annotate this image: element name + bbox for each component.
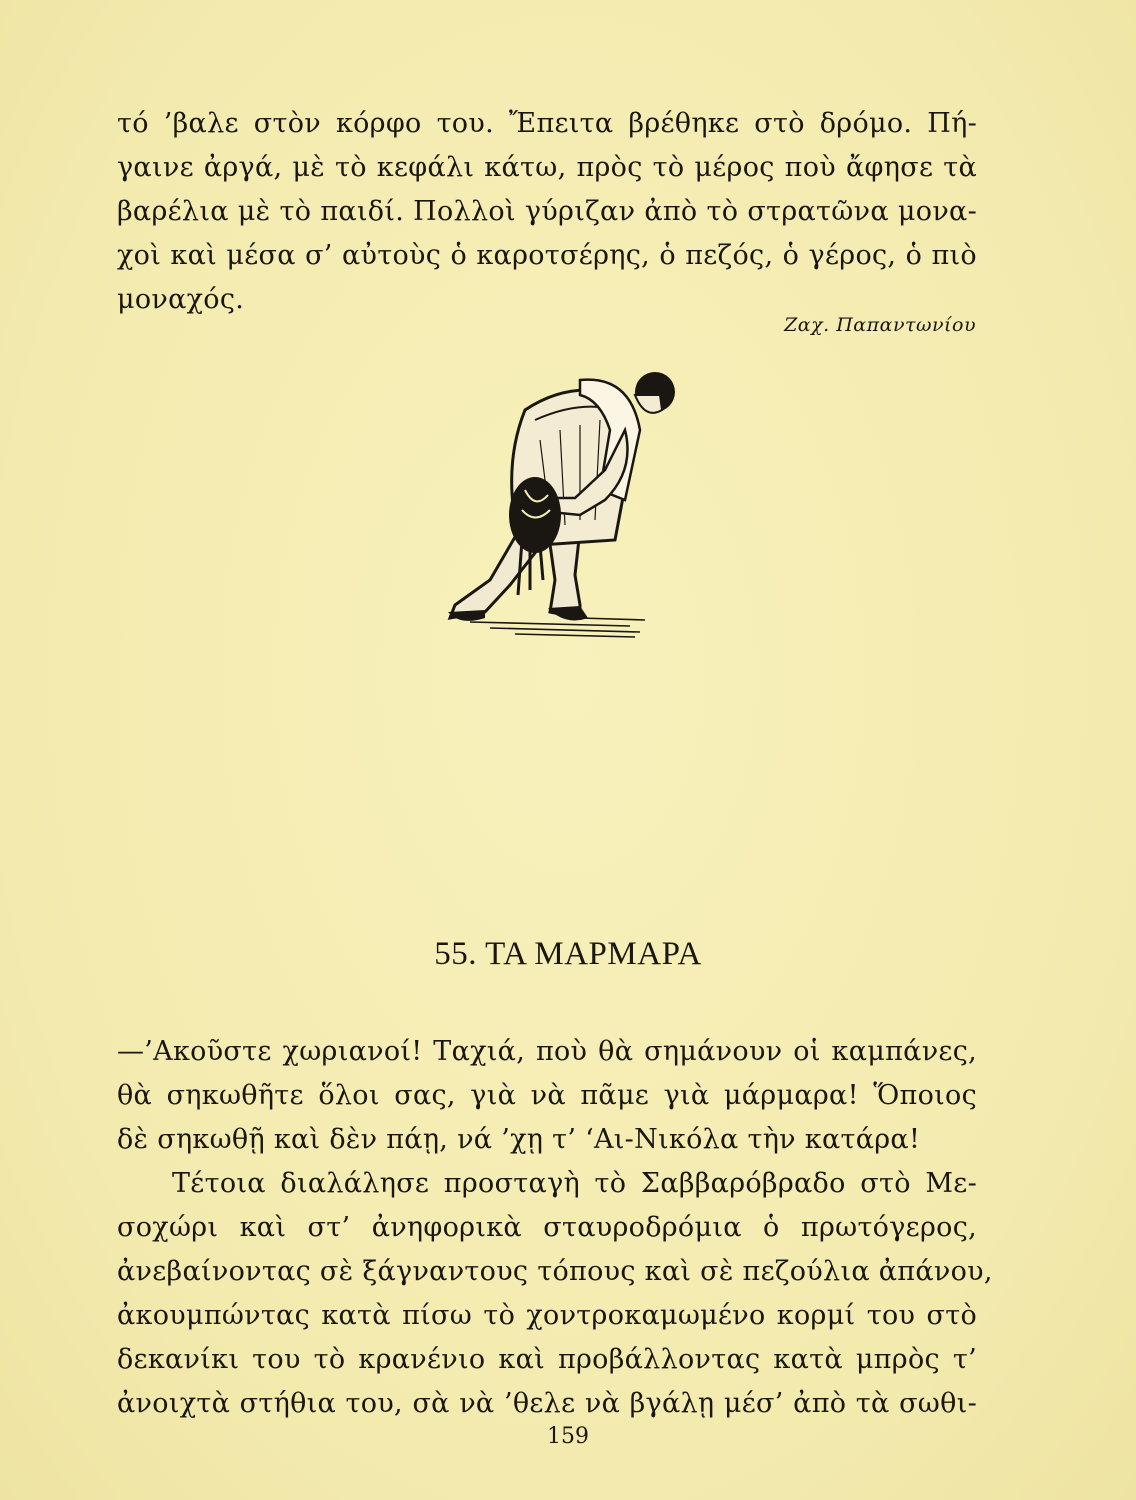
text-line: θὰ σηκωθῆτε ὅλοι σας, γιὰ νὰ πᾶμε γιὰ μάρμαρα! Ὅποιος [117,1080,977,1111]
text-line: σοχώρι καὶ στ’ ἀνηφορικὰ σταυροδρόμια ὁ πρωτόγερος, [117,1212,977,1243]
author-signature: Ζαχ. Παπαντωνίου [784,314,976,336]
text-line: γαινε ἀργά, μὲ τὸ κεφάλι κάτω, πρὸς τὸ μέρος ποὺ ἄφησε τὰ [117,152,977,183]
chapter-title: 55. ΤΑ ΜΑΡΜΑΡΑ [434,936,702,972]
top-paragraph [117,102,977,322]
body-paragraphs [117,1030,993,1426]
text-line: βαρέλια μὲ τὸ παιδί. Πολλοὶ γύριζαν ἀπὸ τὸ στρατῶνα μονα- [117,196,977,227]
text-line: δεκανίκι του τὸ κρανένιο καὶ προβάλλοντας κατὰ μπρὸς τ’ [117,1344,977,1375]
text-line: χοὶ καὶ μέσα σ’ αὐτοὺς ὁ καροτσέρης, ὁ πεζός, ὁ γέρος, ὁ πιὸ [117,240,977,271]
old-man-walking-illustration [430,350,710,650]
text-line: δὲ σηκωθῇ καὶ δὲν πάῃ, νά ’χῃ τ’ ‘Αι-Νικόλα τὴν κατάρα! [117,1124,921,1155]
text-line: Τέτοια διαλάλησε προσταγὴ τὸ Σαββαρόβραδο στὸ Με- [172,1168,977,1199]
text-line: τό ’βαλε στὸν κόρφο του. Ἔπειτα βρέθηκε στὸ δρόμο. Πή- [117,108,977,139]
text-line: ἀκουμπώντας κατὰ πίσω τὸ χοντροκαμωμένο κορμί του στὸ [117,1300,977,1331]
text-line: μοναχός. [117,284,245,315]
text-line: ἀνοιχτὰ στήθια του, σὰ νὰ ’θελε νὰ βγάλῃ μέσ’ ἀπὸ τὰ σωθι- [117,1388,977,1419]
text-line: ἀνεβαίνοντας σὲ ξάγναντους τόπους καὶ σὲ πεζούλια ἀπάνου, [117,1256,993,1287]
page-number: 159 [547,1424,589,1449]
text-line: —’Ακοῦστε χωριανοί! Ταχιά, ποὺ θὰ σημάνουν οἱ καμπάνες, [117,1036,977,1067]
